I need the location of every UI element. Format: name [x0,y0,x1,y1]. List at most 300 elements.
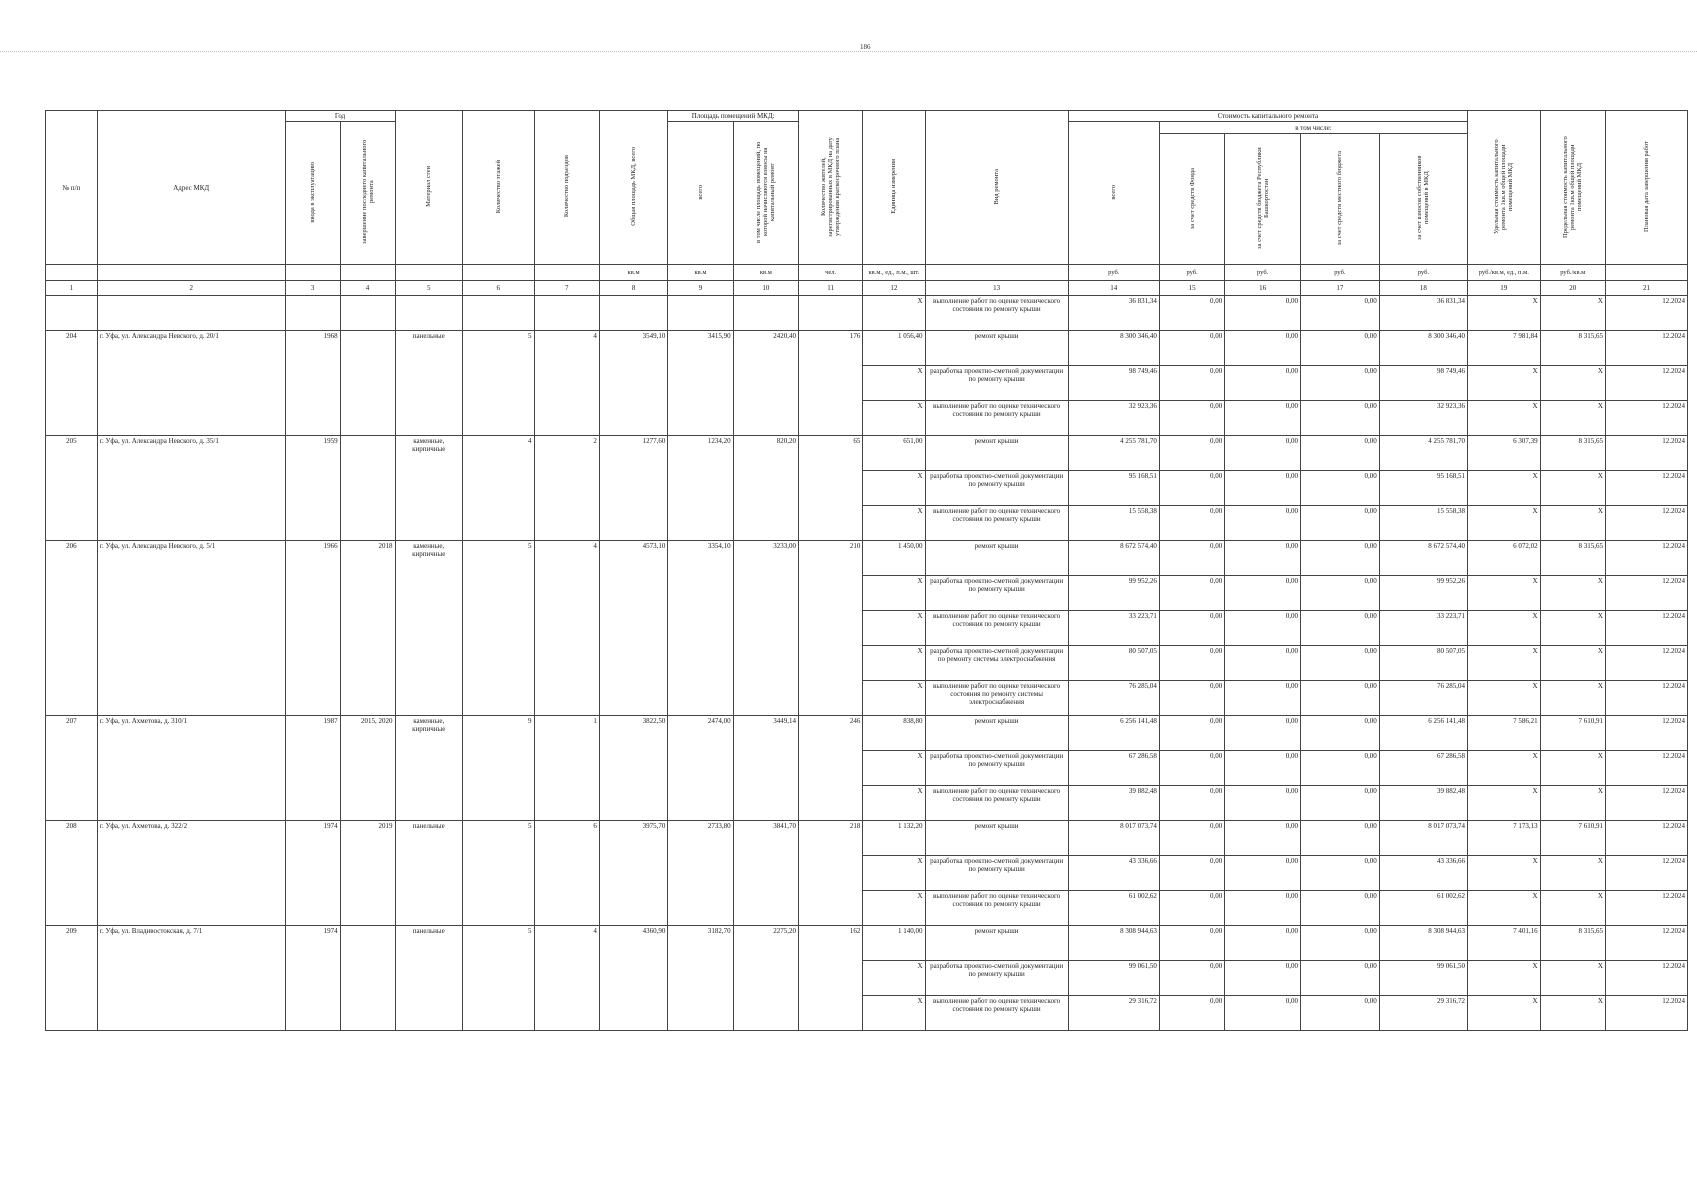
year-last-repair: 2019 [340,821,395,926]
planned-date: 12.2024 [1605,681,1687,716]
header-entrances: Количество подъездов [534,111,599,265]
cost-local: 0,00 [1300,611,1379,646]
header-address: Адрес МКД [97,111,285,265]
work-quantity: X [863,471,925,506]
carry-over-unit-cost: X [1468,296,1541,331]
cost-owners: 67 286,58 [1379,751,1467,786]
carry-over-work: выполнение работ по оценке технического состояния по ремонту крыши [925,296,1068,331]
cost-local: 0,00 [1300,751,1379,786]
cost-republic: 0,00 [1225,576,1301,611]
entrances: 1 [534,716,599,821]
planned-date: 12.2024 [1605,471,1687,506]
floors: 9 [462,716,534,821]
cost-fund: 0,00 [1159,751,1224,786]
carry-over-fund: 0,00 [1159,296,1224,331]
work-type: разработка проектно-сметной документации по ремонту крыши [925,471,1068,506]
planned-date: 12.2024 [1605,751,1687,786]
building-address: г. Уфа, ул. Ахметова, д. 310/1 [97,716,285,821]
carry-over-date: 12.2024 [1605,296,1687,331]
cost-local: 0,00 [1300,961,1379,996]
work-type: ремонт крыши [925,331,1068,366]
cost-republic: 0,00 [1225,996,1301,1031]
cost-fund: 0,00 [1159,646,1224,681]
cost-republic: 0,00 [1225,366,1301,401]
building-row [46,541,1688,576]
cost-republic: 0,00 [1225,926,1301,961]
table-header [46,111,1688,296]
cost-total: 8 672 574,40 [1068,541,1159,576]
work-quantity: X [863,401,925,436]
floors: 5 [462,821,534,926]
work-quantity: 1 450,00 [863,541,925,576]
planned-date: 12.2024 [1605,576,1687,611]
cost-local: 0,00 [1300,856,1379,891]
cost-total: 76 285,04 [1068,681,1159,716]
entrances: 2 [534,436,599,541]
paying-area: 2275,20 [733,926,798,1031]
building-number: 206 [46,541,98,716]
year-last-repair: 2015, 2020 [340,716,395,821]
planned-date: 12.2024 [1605,506,1687,541]
planned-date: 12.2024 [1605,926,1687,961]
cost-owners: 8 300 346,40 [1379,331,1467,366]
cost-local: 0,00 [1300,331,1379,366]
header-premises-area: Площадь помещений МКД: [668,111,799,122]
cost-local: 0,00 [1300,891,1379,926]
cost-total: 4 255 781,70 [1068,436,1159,471]
limit-cost: 8 315,65 [1540,926,1605,961]
planned-date: 12.2024 [1605,786,1687,821]
cost-owners: 98 749,46 [1379,366,1467,401]
building-row [46,926,1688,961]
cost-owners: 15 558,38 [1379,506,1467,541]
work-type: разработка проектно-сметной документации по ремонту крыши [925,366,1068,401]
header-year-last-repair: завершение последнего капитального ремонта [340,122,395,265]
total-area: 4360,90 [599,926,667,1031]
cost-fund: 0,00 [1159,506,1224,541]
wall-material: каменные, кирпичные [395,541,462,716]
unit-cost: X [1468,366,1541,401]
cost-fund: 0,00 [1159,541,1224,576]
cost-local: 0,00 [1300,996,1379,1031]
planned-date: 12.2024 [1605,856,1687,891]
limit-cost: 7 610,91 [1540,821,1605,856]
work-quantity: 1 056,40 [863,331,925,366]
limit-cost: X [1540,366,1605,401]
planned-date: 12.2024 [1605,716,1687,751]
entrances: 4 [534,541,599,716]
wall-material: каменные, кирпичные [395,716,462,821]
residents: 218 [799,821,863,926]
entrances: 4 [534,926,599,1031]
work-type: разработка проектно-сметной документации по ремонту крыши [925,961,1068,996]
cost-total: 39 882,48 [1068,786,1159,821]
unit-cost: X [1468,576,1541,611]
premises-area: 3415,90 [668,331,733,436]
header-num: № п/п [46,111,98,265]
limit-cost: X [1540,891,1605,926]
floors: 5 [462,541,534,716]
cost-total: 61 002,62 [1068,891,1159,926]
cost-owners: 32 923,36 [1379,401,1467,436]
floors: 4 [462,436,534,541]
work-type: выполнение работ по оценке технического состояния по ремонту крыши [925,401,1068,436]
cost-fund: 0,00 [1159,366,1224,401]
cost-republic: 0,00 [1225,821,1301,856]
carry-over-republic: 0,00 [1225,296,1301,331]
cost-republic: 0,00 [1225,961,1301,996]
unit-cost: 7 586,21 [1468,716,1541,751]
planned-date: 12.2024 [1605,366,1687,401]
wall-material: панельные [395,926,462,1031]
limit-cost: X [1540,786,1605,821]
cost-republic: 0,00 [1225,611,1301,646]
work-quantity: X [863,786,925,821]
cost-total: 29 316,72 [1068,996,1159,1031]
cost-fund: 0,00 [1159,576,1224,611]
residents: 246 [799,716,863,821]
limit-cost: X [1540,401,1605,436]
unit-cost: X [1468,996,1541,1031]
cost-local: 0,00 [1300,506,1379,541]
cost-republic: 0,00 [1225,646,1301,681]
header-premises-paying: в том числе площадь помещений, по которой начисляются взносы на капитальный ремонт [733,122,798,265]
planned-date: 12.2024 [1605,331,1687,366]
cost-owners: 95 168,51 [1379,471,1467,506]
header-cost: Стоимость капитального ремонта [1068,111,1467,122]
cost-owners: 8 672 574,40 [1379,541,1467,576]
cost-republic: 0,00 [1225,471,1301,506]
work-quantity: 1 140,00 [863,926,925,961]
cost-owners: 43 336,66 [1379,856,1467,891]
page-number: 186 [860,43,871,51]
work-type: разработка проектно-сметной документации по ремонту крыши [925,751,1068,786]
building-number: 204 [46,331,98,436]
carry-over-row [46,296,1688,331]
cost-total: 67 286,58 [1068,751,1159,786]
work-quantity: X [863,751,925,786]
cost-republic: 0,00 [1225,751,1301,786]
total-area: 3549,10 [599,331,667,436]
planned-date: 12.2024 [1605,891,1687,926]
cost-republic: 0,00 [1225,401,1301,436]
year-last-repair: 2018 [340,541,395,716]
planned-date: 12.2024 [1605,401,1687,436]
header-cost-fund: за счет средств Фонда [1159,134,1224,265]
header-year-commissioning: ввода в эксплуатацию [285,122,340,265]
planned-date: 12.2024 [1605,646,1687,681]
header-planned-date: Плановая дата завершения работ [1605,111,1687,265]
carry-over-qty: X [863,296,925,331]
cost-total: 33 223,71 [1068,611,1159,646]
limit-cost: X [1540,471,1605,506]
year-built: 1987 [285,716,340,821]
total-area: 3975,70 [599,821,667,926]
limit-cost: X [1540,681,1605,716]
year-built: 1968 [285,331,340,436]
cost-owners: 8 017 073,74 [1379,821,1467,856]
work-quantity: X [863,611,925,646]
limit-cost: 7 610,91 [1540,716,1605,751]
header-cost-local: за счет средств местного бюджета [1300,134,1379,265]
entrances: 6 [534,821,599,926]
floors: 5 [462,331,534,436]
building-address: г. Уфа, ул. Ахметова, д. 322/2 [97,821,285,926]
work-type: выполнение работ по оценке технического состояния по ремонту крыши [925,996,1068,1031]
unit-cost: 7 981,84 [1468,331,1541,366]
header-cost-owners: за счет взносов собственников помещений в МКД [1379,134,1467,265]
premises-area: 1234,20 [668,436,733,541]
unit-cost: X [1468,856,1541,891]
cost-fund: 0,00 [1159,471,1224,506]
header-floors: Количество этажей [462,111,534,265]
cost-republic: 0,00 [1225,716,1301,751]
cost-total: 32 923,36 [1068,401,1159,436]
cost-total: 99 061,50 [1068,961,1159,996]
cost-owners: 99 952,26 [1379,576,1467,611]
building-row [46,436,1688,471]
work-quantity: X [863,856,925,891]
building-address: г. Уфа, ул. Александра Невского, д. 35/1 [97,436,285,541]
cost-fund: 0,00 [1159,331,1224,366]
cost-local: 0,00 [1300,366,1379,401]
cost-local: 0,00 [1300,821,1379,856]
limit-cost: X [1540,996,1605,1031]
cost-fund: 0,00 [1159,716,1224,751]
work-type: ремонт крыши [925,821,1068,856]
unit-cost: 6 072,02 [1468,541,1541,576]
work-quantity: X [863,506,925,541]
planned-date: 12.2024 [1605,541,1687,576]
header-premises-total: всего [668,122,733,265]
work-type: ремонт крыши [925,926,1068,961]
cost-fund: 0,00 [1159,856,1224,891]
work-quantity: 651,00 [863,436,925,471]
total-area: 4573,10 [599,541,667,716]
year-built: 1974 [285,821,340,926]
work-quantity: X [863,961,925,996]
planned-date: 12.2024 [1605,436,1687,471]
year-built: 1966 [285,541,340,716]
cost-local: 0,00 [1300,436,1379,471]
cost-republic: 0,00 [1225,891,1301,926]
cost-local: 0,00 [1300,401,1379,436]
limit-cost: 8 315,65 [1540,436,1605,471]
cost-total: 15 558,38 [1068,506,1159,541]
cost-fund: 0,00 [1159,996,1224,1031]
cost-republic: 0,00 [1225,856,1301,891]
unit-cost: 6 307,39 [1468,436,1541,471]
header-limit-cost: Предельная стоимость капитального ремонта 1кв.м общей площади помещений МКД [1540,111,1605,265]
limit-cost: 8 315,65 [1540,331,1605,366]
residents: 176 [799,331,863,436]
limit-cost: X [1540,506,1605,541]
work-type: ремонт крыши [925,716,1068,751]
cost-fund: 0,00 [1159,611,1224,646]
limit-cost: X [1540,751,1605,786]
unit-cost: X [1468,506,1541,541]
paying-area: 3449,14 [733,716,798,821]
wall-material: панельные [395,331,462,436]
planned-date: 12.2024 [1605,961,1687,996]
building-address: г. Уфа, ул. Александра Невского, д. 20/1 [97,331,285,436]
repair-register-table [45,110,1688,1031]
cost-total: 8 300 346,40 [1068,331,1159,366]
cost-local: 0,00 [1300,471,1379,506]
table-body [46,296,1688,1031]
cost-local: 0,00 [1300,716,1379,751]
cost-fund: 0,00 [1159,821,1224,856]
cost-owners: 39 882,48 [1379,786,1467,821]
cost-republic: 0,00 [1225,681,1301,716]
cost-local: 0,00 [1300,926,1379,961]
unit-cost: X [1468,681,1541,716]
work-type: ремонт крыши [925,436,1068,471]
work-quantity: X [863,996,925,1031]
work-quantity: X [863,576,925,611]
header-wall-material: Материал стен [395,111,462,265]
cost-owners: 6 256 141,48 [1379,716,1467,751]
work-quantity: 1 132,20 [863,821,925,856]
cost-republic: 0,00 [1225,541,1301,576]
residents: 210 [799,541,863,716]
cost-republic: 0,00 [1225,506,1301,541]
unit-cost: X [1468,401,1541,436]
building-number: 205 [46,436,98,541]
unit-cost: X [1468,786,1541,821]
cost-fund: 0,00 [1159,401,1224,436]
header-unit: Единица измерения [863,111,925,265]
unit-cost: X [1468,646,1541,681]
cost-fund: 0,00 [1159,681,1224,716]
planned-date: 12.2024 [1605,996,1687,1031]
work-quantity: X [863,681,925,716]
unit-cost: 7 173,13 [1468,821,1541,856]
building-address: г. Уфа, ул. Владивостокская, д. 7/1 [97,926,285,1031]
header-unit-cost: Удельная стоимость капитального ремонта 1кв.м общей площади помещений МКД [1468,111,1541,265]
work-quantity: 838,80 [863,716,925,751]
header-cost-total: всего [1068,122,1159,265]
cost-owners: 76 285,04 [1379,681,1467,716]
paying-area: 3233,00 [733,541,798,716]
work-type: выполнение работ по оценке технического состояния по ремонту крыши [925,506,1068,541]
paying-area: 2420,40 [733,331,798,436]
header-cost-republic: за счет средств бюджета Республики Башкортостан [1225,134,1301,265]
work-type: разработка проектно-сметной документации по ремонту крыши [925,856,1068,891]
building-number: 207 [46,716,98,821]
scan-artifact-line [0,51,1697,52]
limit-cost: X [1540,576,1605,611]
cost-total: 99 952,26 [1068,576,1159,611]
cost-total: 80 507,05 [1068,646,1159,681]
work-type: ремонт крыши [925,541,1068,576]
premises-area: 2733,80 [668,821,733,926]
cost-fund: 0,00 [1159,436,1224,471]
unit-cost: X [1468,471,1541,506]
premises-area: 3182,70 [668,926,733,1031]
cost-fund: 0,00 [1159,926,1224,961]
cost-owners: 8 308 944,63 [1379,926,1467,961]
header-year: Год [285,111,395,122]
year-last-repair [340,436,395,541]
entrances: 4 [534,331,599,436]
cost-owners: 61 002,62 [1379,891,1467,926]
unit-cost: X [1468,891,1541,926]
cost-total: 98 749,46 [1068,366,1159,401]
paying-area: 820,20 [733,436,798,541]
planned-date: 12.2024 [1605,611,1687,646]
work-type: выполнение работ по оценке технического состояния по ремонту крыши [925,891,1068,926]
building-row [46,821,1688,856]
total-area: 3822,50 [599,716,667,821]
cost-fund: 0,00 [1159,961,1224,996]
limit-cost: X [1540,961,1605,996]
cost-local: 0,00 [1300,681,1379,716]
unit-cost: X [1468,611,1541,646]
floors: 5 [462,926,534,1031]
header-residents: Количество жителей, зарегистрированных в МКД на дату утверждения краткосрочного плана [799,111,863,265]
cost-total: 95 168,51 [1068,471,1159,506]
header-total-area: Общая площадь МКД, всего [599,111,667,265]
unit-cost: X [1468,961,1541,996]
cost-local: 0,00 [1300,541,1379,576]
cost-owners: 80 507,05 [1379,646,1467,681]
carry-over-total: 36 831,34 [1068,296,1159,331]
residents: 162 [799,926,863,1031]
work-quantity: X [863,366,925,401]
limit-cost: X [1540,611,1605,646]
building-number: 208 [46,821,98,926]
work-type: выполнение работ по оценке технического состояния по ремонту крыши [925,611,1068,646]
cost-owners: 33 223,71 [1379,611,1467,646]
wall-material: каменные, кирпичные [395,436,462,541]
year-built: 1974 [285,926,340,1031]
carry-over-owners: 36 831,34 [1379,296,1467,331]
cost-total: 8 017 073,74 [1068,821,1159,856]
building-row [46,716,1688,751]
year-last-repair [340,926,395,1031]
work-type: выполнение работ по оценке технического состояния по ремонту системы электроснабжения [925,681,1068,716]
cost-local: 0,00 [1300,646,1379,681]
work-quantity: X [863,646,925,681]
cost-local: 0,00 [1300,786,1379,821]
work-type: разработка проектно-сметной документации по ремонту системы электроснабжения [925,646,1068,681]
limit-cost: 8 315,65 [1540,541,1605,576]
building-row [46,331,1688,366]
units-row: кв.м кв.м кв.м чел. кв.м., ед., п.м., шт. руб. руб. руб. руб. руб. руб./кв.м, ед., п.м. руб./кв.м [46,265,1688,281]
cost-republic: 0,00 [1225,786,1301,821]
premises-area: 2474,00 [668,716,733,821]
header-cost-including: в том числе: [1159,122,1467,134]
residents: 65 [799,436,863,541]
planned-date: 12.2024 [1605,821,1687,856]
header-work-type: Вид ремонта [925,111,1068,265]
limit-cost: X [1540,646,1605,681]
cost-republic: 0,00 [1225,436,1301,471]
cost-owners: 29 316,72 [1379,996,1467,1031]
cost-total: 43 336,66 [1068,856,1159,891]
work-type: разработка проектно-сметной документации по ремонту крыши [925,576,1068,611]
unit-cost: X [1468,751,1541,786]
wall-material: панельные [395,821,462,926]
building-address: г. Уфа, ул. Александра Невского, д. 5/1 [97,541,285,716]
cost-owners: 99 061,50 [1379,961,1467,996]
column-numbers-row: 1 2 3 4 5 6 7 8 9 10 11 12 13 14 15 16 17 18 19 20 21 [46,281,1688,296]
work-type: выполнение работ по оценке технического состояния по ремонту крыши [925,786,1068,821]
cost-owners: 4 255 781,70 [1379,436,1467,471]
paying-area: 3841,70 [733,821,798,926]
cost-republic: 0,00 [1225,331,1301,366]
